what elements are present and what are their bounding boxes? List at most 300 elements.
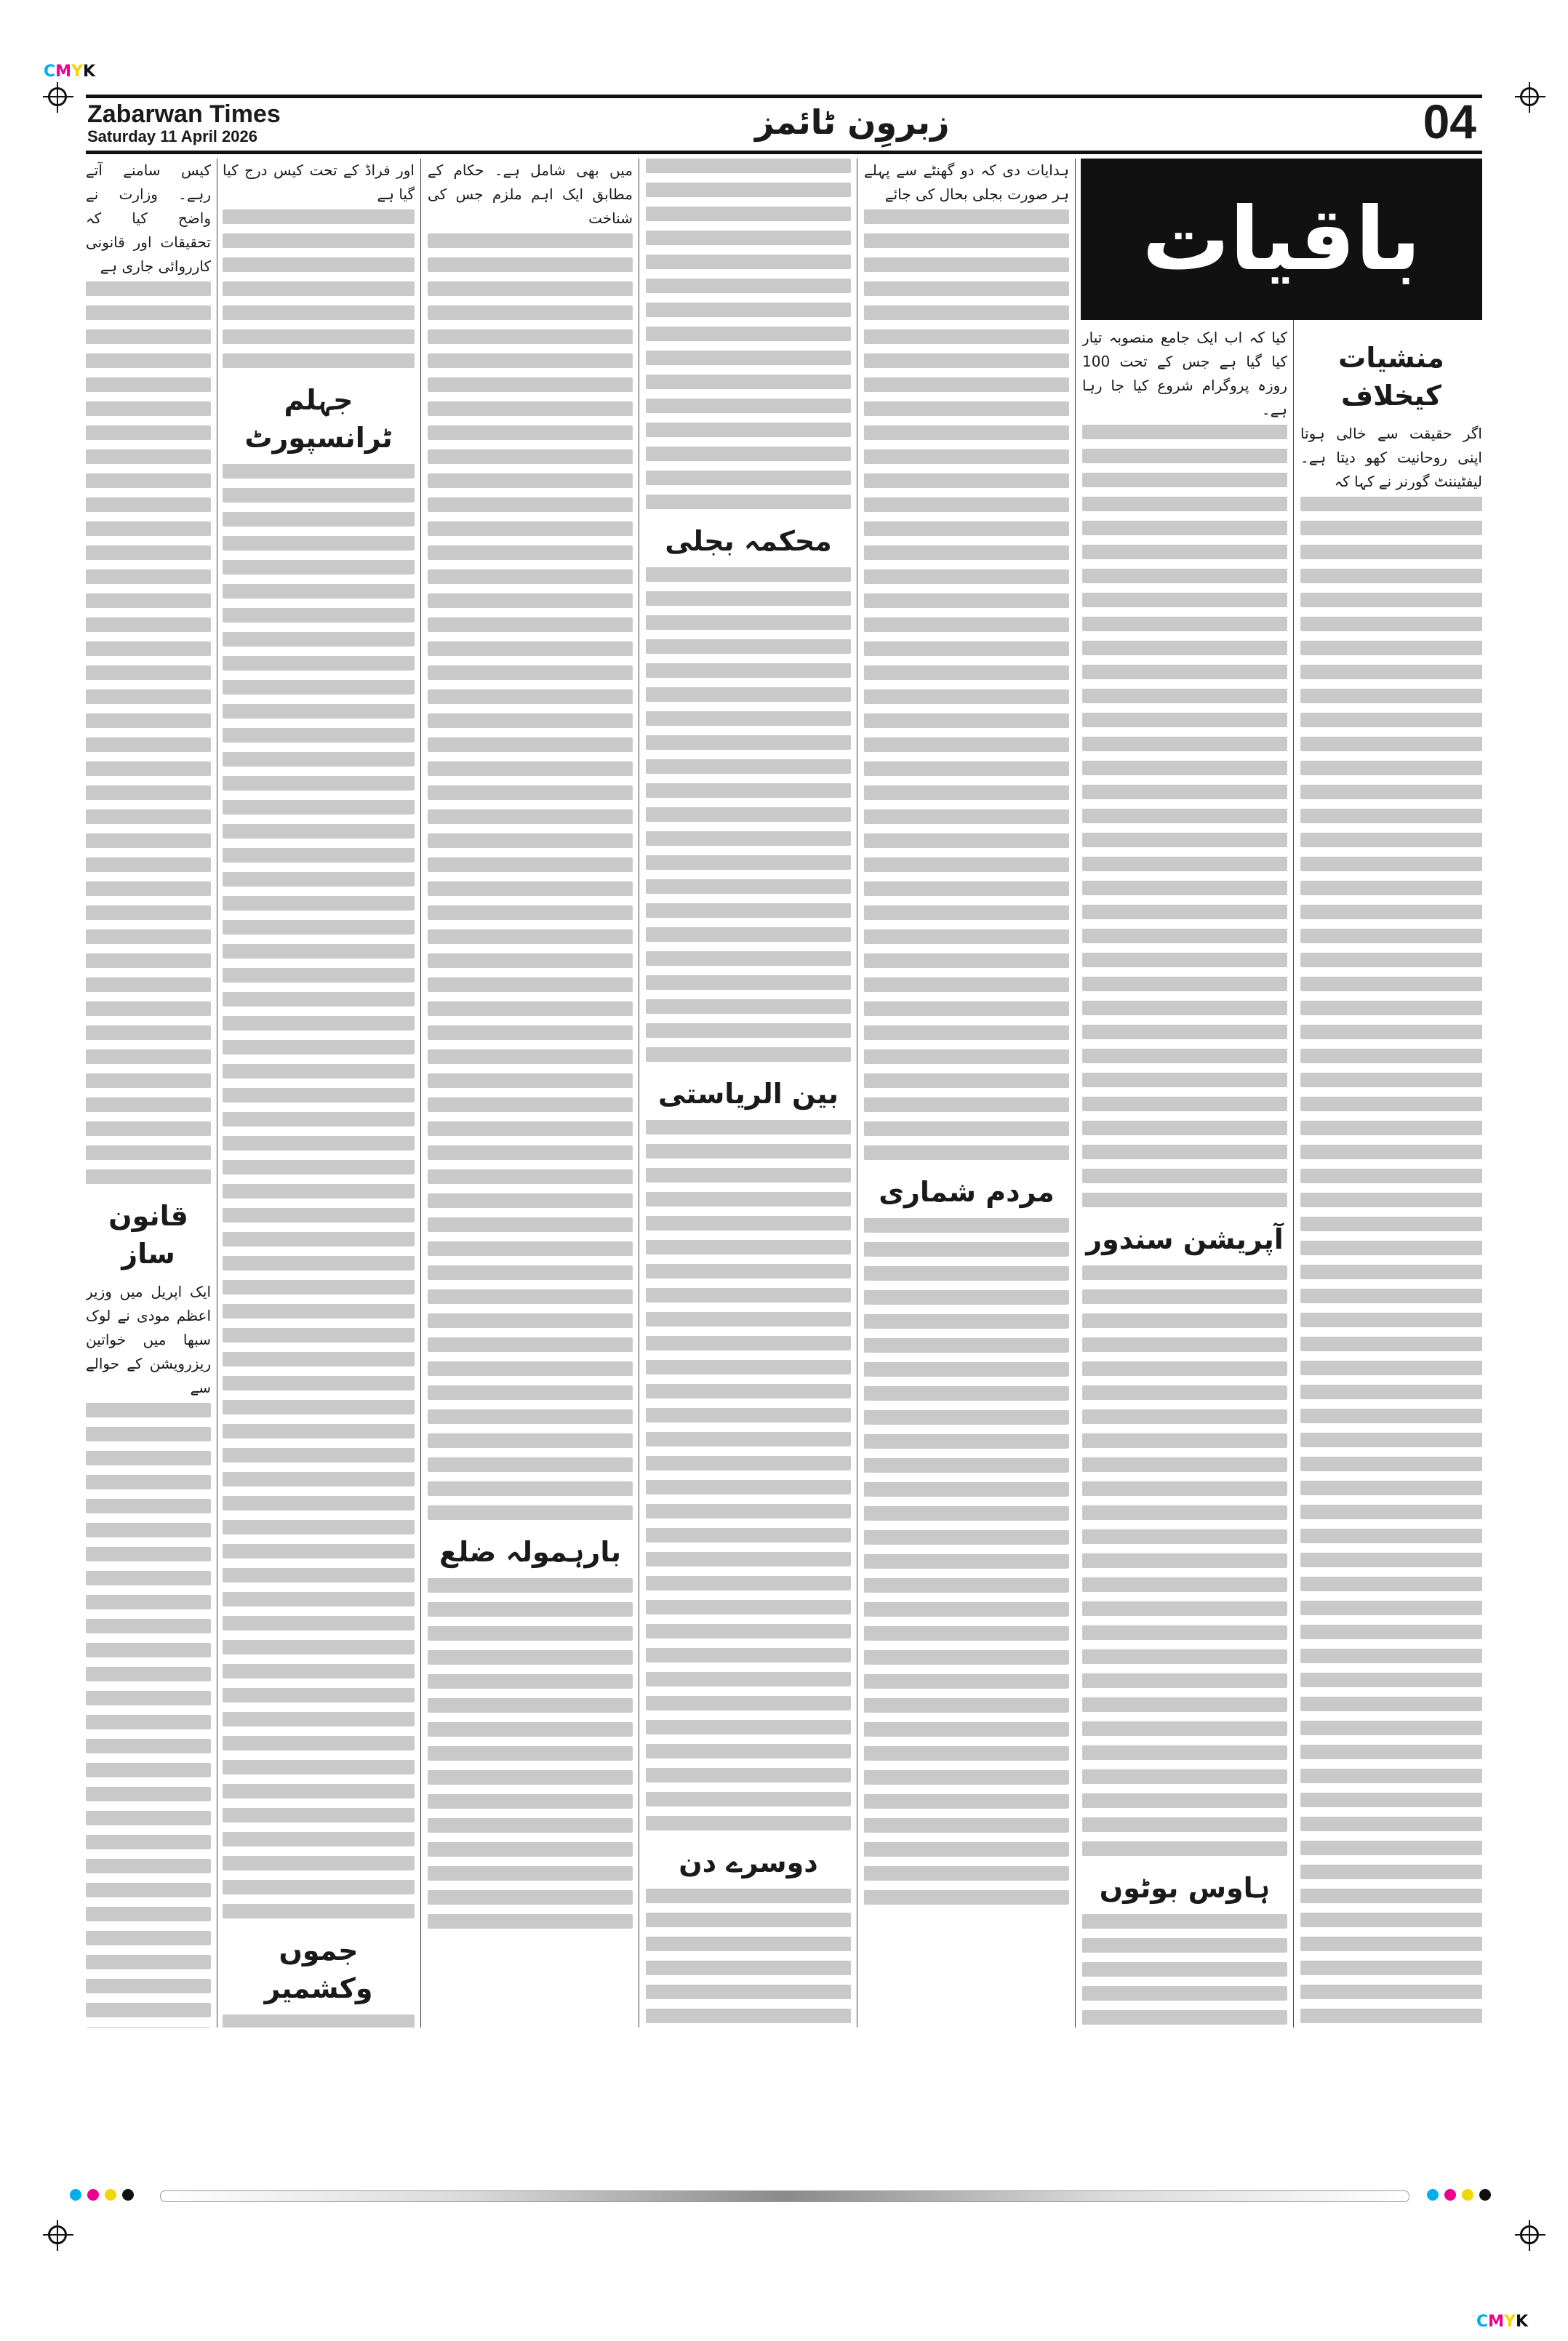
text-line <box>646 1528 851 1542</box>
text-line <box>646 711 851 726</box>
text-line <box>223 1424 415 1438</box>
text-line <box>86 1475 211 1489</box>
text-line <box>1082 1793 1287 1808</box>
text-line <box>223 512 415 527</box>
text-line <box>86 281 211 296</box>
text-line <box>86 2027 211 2028</box>
article-lead: ایک اپریل میں وزیر اعظم مودی نے لوک سبھا میں خواتین ریزرویشن کے حوالے سے <box>86 1283 211 1396</box>
text-line <box>223 896 415 911</box>
text-line <box>223 1832 415 1846</box>
text-line <box>1300 833 1482 847</box>
text-line <box>864 1338 1069 1353</box>
text-line <box>428 1842 633 1857</box>
text-line <box>428 641 633 656</box>
text-line <box>86 1619 211 1633</box>
text-line <box>646 903 851 918</box>
text-line <box>428 833 633 848</box>
text-line <box>646 495 851 509</box>
text-line <box>1300 1001 1482 1015</box>
text-line <box>86 1715 211 1729</box>
text-line <box>86 473 211 488</box>
text-line <box>428 761 633 776</box>
text-line <box>864 257 1069 272</box>
text-line <box>646 1720 851 1734</box>
text-line <box>428 569 633 584</box>
article-column-6 <box>223 159 415 2028</box>
text-line <box>646 1216 851 1230</box>
text-line <box>86 737 211 752</box>
text-line <box>223 632 415 647</box>
text-line <box>428 281 633 296</box>
text-line <box>1300 1337 1482 1351</box>
text-line <box>864 617 1069 632</box>
column-rule <box>1075 159 1076 2028</box>
text-line <box>1300 737 1482 751</box>
text-line <box>864 1554 1069 1569</box>
text-line <box>428 1073 633 1088</box>
text-line <box>428 1241 633 1256</box>
text-line <box>428 1289 633 1304</box>
text-line <box>646 1047 851 1062</box>
text-line <box>1300 1529 1482 1543</box>
text-line <box>223 1808 415 1822</box>
text-line <box>86 1097 211 1112</box>
text-line <box>646 279 851 293</box>
text-line <box>428 857 633 872</box>
text-line <box>86 1979 211 1993</box>
text-line <box>646 615 851 630</box>
text-line <box>223 305 415 320</box>
text-line <box>646 735 851 750</box>
text-line <box>864 1121 1069 1136</box>
text-line <box>1082 1337 1287 1352</box>
text-line <box>1082 1409 1287 1424</box>
text-line <box>1082 905 1287 919</box>
text-line <box>1082 833 1287 847</box>
text-line <box>646 1384 851 1398</box>
text-line <box>646 1744 851 1758</box>
text-line <box>223 1232 415 1246</box>
text-line <box>86 401 211 416</box>
text-line <box>646 1456 851 1470</box>
text-line <box>428 1890 633 1905</box>
text-line <box>223 257 415 272</box>
text-line <box>1082 545 1287 559</box>
text-line <box>646 375 851 389</box>
text-line <box>86 353 211 368</box>
text-line <box>428 1433 633 1448</box>
text-line <box>86 1451 211 1465</box>
text-line <box>646 1480 851 1494</box>
text-line <box>428 1409 633 1424</box>
text-line <box>1082 1625 1287 1640</box>
text-line <box>864 1242 1069 1257</box>
text-line <box>223 776 415 791</box>
text-line <box>428 593 633 608</box>
text-line <box>86 521 211 536</box>
section-banner-label: باقیات <box>1142 188 1421 290</box>
text-line <box>428 329 633 344</box>
text-line <box>864 833 1069 848</box>
text-line <box>428 881 633 896</box>
cmyk-mark-top: CMYK <box>44 63 96 81</box>
text-line <box>223 1904 415 1918</box>
text-line <box>864 1097 1069 1112</box>
text-line <box>864 377 1069 392</box>
text-line <box>223 329 415 344</box>
text-line <box>646 1408 851 1422</box>
text-line <box>1082 1001 1287 1015</box>
text-line <box>428 953 633 968</box>
text-line <box>223 1496 415 1510</box>
text-line <box>86 929 211 944</box>
text-line <box>1300 785 1482 799</box>
text-line <box>223 1040 415 1055</box>
text-line <box>646 1312 851 1326</box>
text-line <box>86 641 211 656</box>
text-line <box>86 1073 211 1088</box>
text-line <box>428 617 633 632</box>
text-line <box>646 471 851 485</box>
color-dots-right <box>1427 2189 1491 2201</box>
text-line <box>646 1624 851 1638</box>
text-line <box>1082 1025 1287 1039</box>
text-line <box>223 2014 415 2028</box>
text-line <box>223 824 415 839</box>
text-line <box>428 545 633 560</box>
text-line <box>1300 1913 1482 1927</box>
text-line <box>223 656 415 671</box>
text-line <box>1300 1577 1482 1591</box>
text-line <box>86 1121 211 1136</box>
text-line <box>428 809 633 824</box>
text-line <box>1082 1817 1287 1832</box>
text-line <box>864 1674 1069 1689</box>
text-line <box>86 1403 211 1417</box>
text-line <box>1082 737 1287 751</box>
text-line <box>1300 521 1482 535</box>
text-line <box>864 1482 1069 1497</box>
text-line <box>86 953 211 968</box>
text-line <box>223 992 415 1007</box>
text-line <box>1300 1289 1482 1303</box>
text-line <box>1082 1673 1287 1688</box>
text-line <box>428 449 633 464</box>
text-line <box>1300 1505 1482 1519</box>
text-line <box>223 1856 415 1870</box>
text-line <box>864 1386 1069 1401</box>
text-line <box>646 1552 851 1566</box>
text-line <box>1300 497 1482 511</box>
headline-operation-sindoor: آپریشن سندور <box>1086 1223 1284 1255</box>
text-line <box>86 617 211 632</box>
text-line <box>864 1506 1069 1521</box>
headline-second-day: دوسرے دن <box>679 1846 818 1878</box>
text-line <box>1300 857 1482 871</box>
text-line <box>1082 425 1287 439</box>
text-line <box>223 1256 415 1270</box>
text-line <box>864 401 1069 416</box>
text-line <box>223 1064 415 1079</box>
text-line <box>1082 809 1287 823</box>
text-line <box>1082 785 1287 799</box>
text-line <box>223 1400 415 1414</box>
text-line <box>428 785 633 800</box>
text-line <box>864 1698 1069 1713</box>
text-line <box>646 1192 851 1206</box>
text-line <box>646 1648 851 1662</box>
registration-mark-bottom-right <box>1520 2225 1539 2244</box>
text-line <box>1300 1241 1482 1255</box>
text-line <box>1300 1793 1482 1807</box>
text-line <box>646 759 851 774</box>
text-line <box>864 1746 1069 1761</box>
text-line <box>428 1025 633 1040</box>
text-line <box>223 1688 415 1702</box>
text-line <box>1300 1265 1482 1279</box>
text-line <box>1300 1721 1482 1735</box>
column-rule <box>1293 320 1294 2028</box>
text-line <box>86 2003 211 2017</box>
text-line <box>864 1722 1069 1737</box>
text-line <box>223 1592 415 1606</box>
registration-mark-bottom-left <box>48 2225 67 2244</box>
headline-census: مردم شماری <box>879 1176 1055 1208</box>
text-line <box>864 1770 1069 1785</box>
headline-jammu-kashmir: جموں وکشمیر <box>264 1934 373 2004</box>
text-line <box>864 1266 1069 1281</box>
text-line <box>1300 953 1482 967</box>
print-color-bar <box>160 2190 1409 2202</box>
text-line <box>864 1458 1069 1473</box>
text-line <box>86 1907 211 1921</box>
text-line <box>428 1049 633 1064</box>
text-line <box>86 1025 211 1040</box>
text-line <box>864 1818 1069 1833</box>
headline-lawmaker: قانون ساز <box>108 1200 188 1270</box>
text-line <box>1082 1986 1287 2001</box>
text-line <box>1300 1697 1482 1711</box>
text-line <box>223 1112 415 1127</box>
text-line <box>646 999 851 1014</box>
text-line <box>428 1313 633 1328</box>
text-line <box>223 1328 415 1342</box>
text-line <box>428 1626 633 1641</box>
text-line <box>864 425 1069 440</box>
text-line <box>86 1835 211 1849</box>
article-column-2 <box>1082 326 1287 2028</box>
text-line <box>1082 1457 1287 1472</box>
text-line <box>223 1664 415 1678</box>
text-line <box>223 488 415 503</box>
text-line <box>428 1770 633 1785</box>
text-line <box>1300 1457 1482 1471</box>
text-line <box>646 399 851 413</box>
text-line <box>1082 953 1287 967</box>
text-line <box>223 1616 415 1630</box>
text-line <box>1300 1769 1482 1783</box>
text-line <box>864 545 1069 560</box>
text-line <box>223 209 415 224</box>
text-line <box>86 905 211 920</box>
article-column-4 <box>646 159 851 2028</box>
text-line <box>864 473 1069 488</box>
text-line <box>86 1001 211 1016</box>
text-line <box>1300 761 1482 775</box>
text-line <box>428 713 633 728</box>
cmyk-mark-bottom: CMYK <box>1476 2313 1529 2331</box>
text-line <box>646 2009 851 2023</box>
headline-baramulla: بارہمولہ ضلع <box>439 1536 621 1568</box>
text-line <box>1082 1553 1287 1568</box>
text-line <box>1300 1193 1482 1207</box>
text-line <box>646 591 851 606</box>
article-lead: اور فراڈ کے تحت کیس درج کیا گیا ہے <box>223 161 415 203</box>
text-line <box>1082 1097 1287 1111</box>
text-line <box>86 305 211 320</box>
text-line <box>223 752 415 767</box>
text-line <box>864 1842 1069 1857</box>
text-line <box>428 1650 633 1665</box>
text-line <box>223 1712 415 1726</box>
article-lead: کیا کہ اب ایک جامع منصوبہ تیار کیا گیا ہے جس کے تحت 100 روزہ پروگرام شروع کیا جا رہا ہے۔ <box>1082 329 1287 418</box>
text-line <box>428 401 633 416</box>
text-line <box>1300 641 1482 655</box>
text-line <box>1300 1553 1482 1567</box>
text-line <box>1082 929 1287 943</box>
text-line <box>223 728 415 743</box>
text-line <box>864 1314 1069 1329</box>
text-line <box>428 1602 633 1617</box>
text-line <box>646 927 851 942</box>
text-line <box>1300 617 1482 631</box>
text-line <box>428 1794 633 1809</box>
text-line <box>864 1218 1069 1233</box>
text-line <box>223 1520 415 1534</box>
text-line <box>1300 1313 1482 1327</box>
text-line <box>1300 1097 1482 1111</box>
article-column-3 <box>864 159 1069 2028</box>
text-line <box>86 593 211 608</box>
text-line <box>1082 2010 1287 2025</box>
text-line <box>223 1160 415 1174</box>
text-line <box>646 1360 851 1374</box>
text-line <box>1082 881 1287 895</box>
text-line <box>223 1016 415 1031</box>
text-line <box>223 704 415 719</box>
text-line <box>428 1193 633 1208</box>
text-line <box>428 233 633 248</box>
text-line <box>1082 665 1287 679</box>
text-line <box>864 1794 1069 1809</box>
text-line <box>86 497 211 512</box>
text-line <box>646 1816 851 1830</box>
text-line <box>428 665 633 680</box>
article-lead: کیس سامنے آتے رہے۔ وزارت نے واضح کیا کہ تحقیقات اور قانونی کارروائی جاری ہے <box>86 161 211 275</box>
text-line <box>646 1023 851 1038</box>
article-column-5 <box>428 159 633 2028</box>
text-line <box>864 209 1069 224</box>
text-line <box>1082 1769 1287 1784</box>
text-line <box>646 327 851 341</box>
text-line <box>1300 905 1482 919</box>
text-line <box>864 1145 1069 1160</box>
text-line <box>1082 1361 1287 1376</box>
text-line <box>646 807 851 822</box>
text-line <box>646 687 851 702</box>
text-line <box>86 1169 211 1184</box>
text-line <box>864 1890 1069 1905</box>
text-line <box>223 560 415 575</box>
text-line <box>428 1097 633 1112</box>
text-line <box>1082 1649 1287 1664</box>
text-line <box>864 1530 1069 1545</box>
text-line <box>86 833 211 848</box>
text-line <box>646 351 851 365</box>
text-line <box>428 1457 633 1472</box>
text-line <box>864 1049 1069 1064</box>
text-line <box>428 977 633 992</box>
text-line <box>1082 1577 1287 1592</box>
text-line <box>428 1698 633 1713</box>
text-line <box>1300 713 1482 727</box>
text-line <box>86 1739 211 1753</box>
text-line <box>646 1336 851 1350</box>
text-line <box>1300 977 1482 991</box>
text-line <box>864 689 1069 704</box>
text-line <box>1300 1865 1482 1879</box>
text-line <box>864 1650 1069 1665</box>
text-line <box>864 593 1069 608</box>
text-line <box>428 1746 633 1761</box>
text-line <box>1300 545 1482 559</box>
text-line <box>1300 1217 1482 1231</box>
text-line <box>86 1691 211 1705</box>
text-line <box>646 1600 851 1614</box>
text-line <box>428 737 633 752</box>
text-line <box>428 1674 633 1689</box>
text-line <box>223 1136 415 1151</box>
text-line <box>864 1362 1069 1377</box>
headline-anti-drug: منشیات کیخلاف <box>1338 342 1444 412</box>
text-line <box>1082 977 1287 991</box>
text-line <box>1082 1433 1287 1448</box>
text-line <box>223 1640 415 1654</box>
text-line <box>86 1859 211 1873</box>
text-line <box>864 809 1069 824</box>
text-line <box>1300 809 1482 823</box>
article-column-7 <box>86 159 211 2028</box>
text-line <box>864 1602 1069 1617</box>
masthead-english <box>87 101 281 146</box>
text-line <box>1300 1361 1482 1375</box>
text-line <box>646 255 851 269</box>
text-line <box>1082 1841 1287 1856</box>
text-line <box>86 377 211 392</box>
text-line <box>1082 1721 1287 1736</box>
text-line <box>428 1914 633 1929</box>
text-line <box>864 857 1069 872</box>
text-line <box>223 608 415 623</box>
text-line <box>223 353 415 368</box>
text-line <box>864 1410 1069 1425</box>
text-line <box>86 665 211 680</box>
text-line <box>428 929 633 944</box>
text-line <box>86 569 211 584</box>
text-line <box>864 233 1069 248</box>
article-lead: اگر حقیقت سے خالی ہوتا اپنی روحانیت کھو دیتا ہے۔ لیفٹیننٹ گورنر نے کہا کہ <box>1300 425 1482 490</box>
text-line <box>223 281 415 296</box>
